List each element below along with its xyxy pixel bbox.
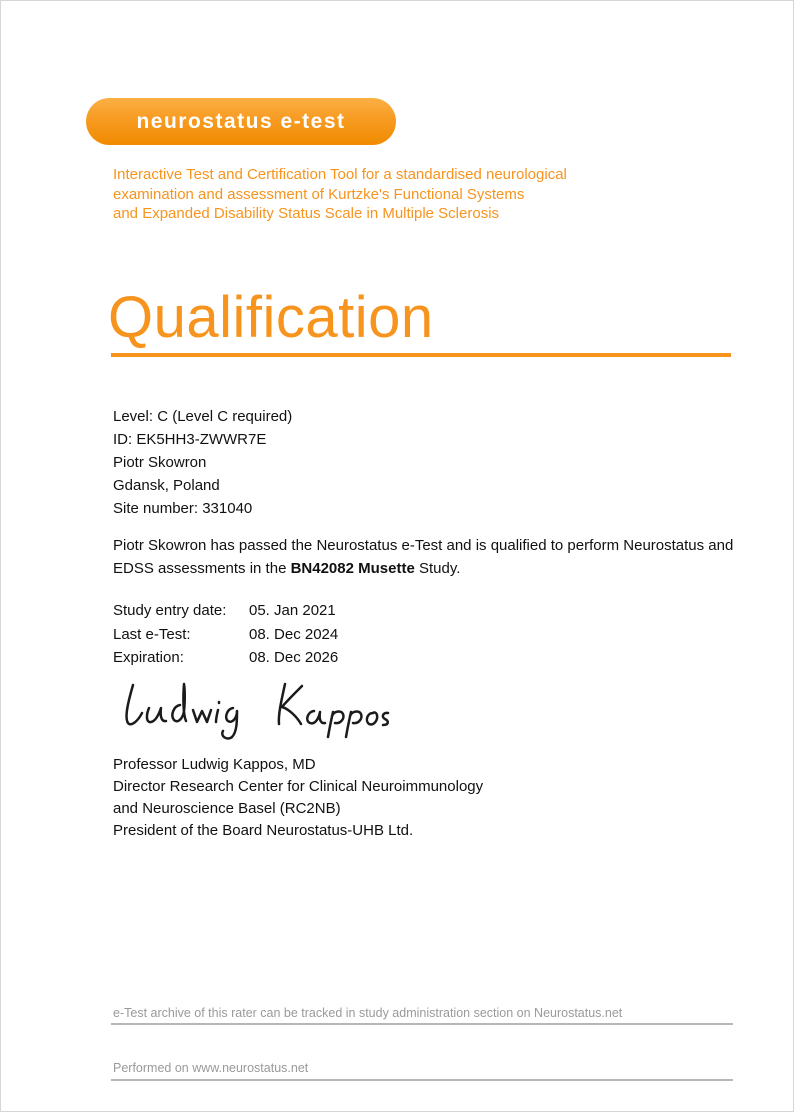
date-value: 08. Dec 2024 xyxy=(249,625,339,643)
rater-location: Gdansk, Poland xyxy=(113,477,220,494)
rater-level: Level: C (Level C required) xyxy=(113,408,293,425)
signatory-title-3: President of the Board Neurostatus-UHB Ltd. xyxy=(113,822,414,839)
intro-line-3: and Expanded Disability Status Scale in Multiple Sclerosis xyxy=(113,205,500,222)
archive-note: e-Test archive of this rater can be tracked in study administration section on Neurostatus.net xyxy=(113,1006,623,1020)
intro-description xyxy=(113,165,673,224)
performed-on-note: Performed on www.neurostatus.net xyxy=(113,1061,309,1075)
statement-text-end: Study. xyxy=(414,560,461,577)
qualification-statement xyxy=(113,534,738,580)
footer-divider-2 xyxy=(111,1079,733,1081)
intro-line-2: examination and assessment of Kurtzke's Functional Systems xyxy=(113,185,525,203)
signatory-block xyxy=(113,754,483,842)
statement-text-start: Piotr Skowron has passed the Neurostatus e-Test and is qualified to perform Neurostatus and EDSS assessments in the xyxy=(113,537,734,577)
date-row-expiration xyxy=(113,646,338,670)
date-row-last-etest xyxy=(113,623,338,647)
signatory-title-2: and Neuroscience Basel (RC2NB) xyxy=(113,800,341,817)
title-divider xyxy=(111,353,731,357)
signatory-name: Professor Ludwig Kappos, MD xyxy=(113,756,316,773)
signatory-title-1: Director Research Center for Clinical Neuroimmunology xyxy=(113,778,484,795)
date-row-entry xyxy=(113,599,338,623)
signature-image xyxy=(117,673,395,752)
date-label: Last e-Test: xyxy=(113,625,191,643)
signature-svg xyxy=(117,673,395,747)
neurostatus-logo xyxy=(86,98,396,145)
date-value: 05. Jan 2021 xyxy=(249,602,336,619)
footer-divider-1 xyxy=(111,1023,733,1025)
study-name: BN42082 Musette xyxy=(290,560,415,577)
study-dates-table xyxy=(113,599,338,670)
rater-details xyxy=(113,405,292,520)
date-label: Expiration: xyxy=(113,649,184,666)
site-number: Site number: 331040 xyxy=(113,500,253,517)
neurostatus-logo-text: neurostatus e-test xyxy=(136,109,346,133)
date-label: Study entry date: xyxy=(113,602,227,619)
rater-name: Piotr Skowron xyxy=(113,454,207,471)
intro-line-1: Interactive Test and Certification Tool for a standardised neurological xyxy=(113,166,567,183)
page-title: Qualification xyxy=(108,285,434,350)
date-value: 08. Dec 2026 xyxy=(249,649,339,666)
rater-id: ID: EK5HH3-ZWWR7E xyxy=(113,431,267,448)
